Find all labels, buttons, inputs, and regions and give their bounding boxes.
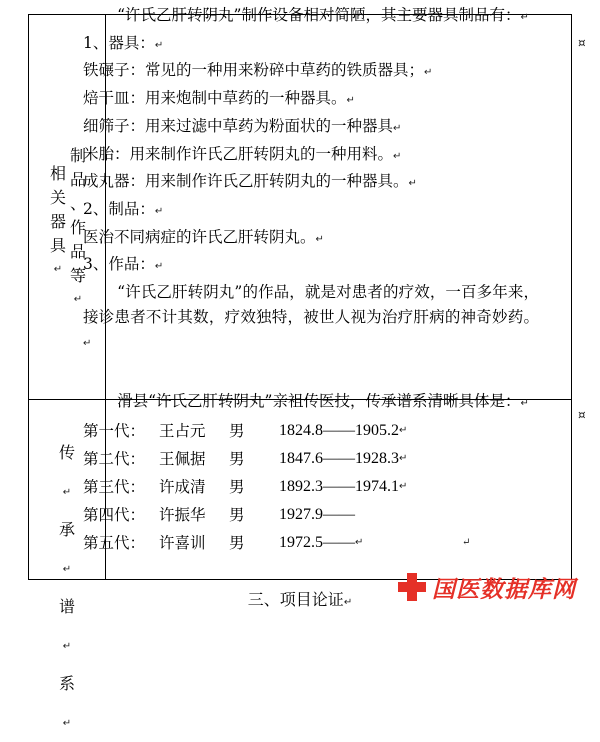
tool-item: 细筛子：用来过滤中草药为粉面状的一种器具↵ [83,116,402,135]
label-char: 系↵ [58,674,75,729]
generation-sex: 男 [229,422,245,440]
label-char: 品 [69,242,86,261]
label-char: 相 [49,164,66,183]
works-paragraph: “许氏乙肝转阴丸”的作品，就是对患者的疗效，一百多年来，接诊患者不计其数，疗效独特，被世人视为治疗肝病的神奇妙药。↵ [83,283,539,350]
label-char: 制 [69,146,86,165]
label-char: 作 [69,218,86,237]
generation-sex: 男 [229,450,245,468]
row1-content-cell [83,3,539,357]
generation-row [83,529,539,557]
label-char: 传↵ [58,443,75,498]
section-title: 2、制品：↵ [83,199,164,218]
generation-sex: 男 [229,534,245,552]
generation-years: 1847.6——1928.3 [279,450,399,467]
generation-row [83,417,539,445]
generation-row [83,445,539,473]
generation-name: 王佩据 [159,450,206,468]
section-title: 3、作品：↵ [83,255,164,274]
return-mark: ↵ [462,537,471,548]
generation-years: 1824.8——1905.2 [279,422,399,439]
generation-label: 第三代： [83,478,146,496]
generation-years: 1972.5—— [279,534,355,551]
return-mark: ↵ [399,481,408,492]
generation-row [83,473,539,501]
return-mark: ↵ [399,425,408,436]
watermark-logo [398,567,598,607]
section-title: 1、器具：↵ [83,33,164,52]
label-char: 器 [49,212,66,231]
label-char: 关 [49,188,66,207]
lineage-intro: 滑县“许氏乙肝转阴丸”亲祖传医技，传承谱系清晰具体是：↵ [117,392,529,410]
label-char: 具 [49,236,66,255]
generation-label: 第二代： [83,450,146,468]
generation-years: 1892.3——1974.1 [279,478,399,495]
tool-item: 焙干皿：用来炮制中草药的一种器具。↵ [83,89,355,108]
generation-name: 许振华 [159,506,206,524]
return-mark: ↵ [73,294,83,305]
return-mark: ↵ [53,264,63,275]
cell-end-mark: ¤ [578,36,586,50]
label-char: 等 [69,266,86,285]
generation-name: 王占元 [159,422,206,440]
generation-label: 第五代： [83,534,146,552]
return-mark: ↵ [355,537,364,548]
tool-item: 成丸器：用来制作许氏乙肝转阴丸的一种器具。↵ [83,172,417,191]
intro-paragraph: “许氏乙肝转阴丸”制作设备相对简陋，其主要器具制品有：↵ [117,6,529,24]
row2-content-cell [83,388,539,557]
generation-name: 许喜训 [159,534,206,552]
cell-end-mark: ¤ [578,408,586,422]
medical-cross-icon [398,573,426,601]
generation-sex: 男 [229,478,245,496]
generation-label: 第一代： [83,422,146,440]
label-char: 承↵ [58,520,75,575]
products-text: 医治不同病症的许氏乙肝转阴丸。↵ [83,227,324,246]
label-char: 谱↵ [58,597,75,652]
generation-name: 许成清 [159,478,206,496]
generation-row [83,501,539,529]
generation-sex: 男 [229,506,245,524]
watermark-text: 国医数据库网 [432,576,576,603]
generation-years: 1927.9—— [279,506,355,523]
tool-item: 铁碾子：常见的一种用来粉碎中草药的铁质器具；↵ [83,61,433,80]
row1-label-column-a [49,162,67,282]
return-mark: ↵ [399,453,408,464]
tool-item: 米胎：用来制作许氏乙肝转阴丸的一种用料。↵ [83,144,402,163]
section-heading: 三、项目论证↵ [247,590,353,609]
generation-label: 第四代： [83,506,146,524]
label-char: 、 [69,194,86,213]
label-char: 品 [69,170,86,189]
